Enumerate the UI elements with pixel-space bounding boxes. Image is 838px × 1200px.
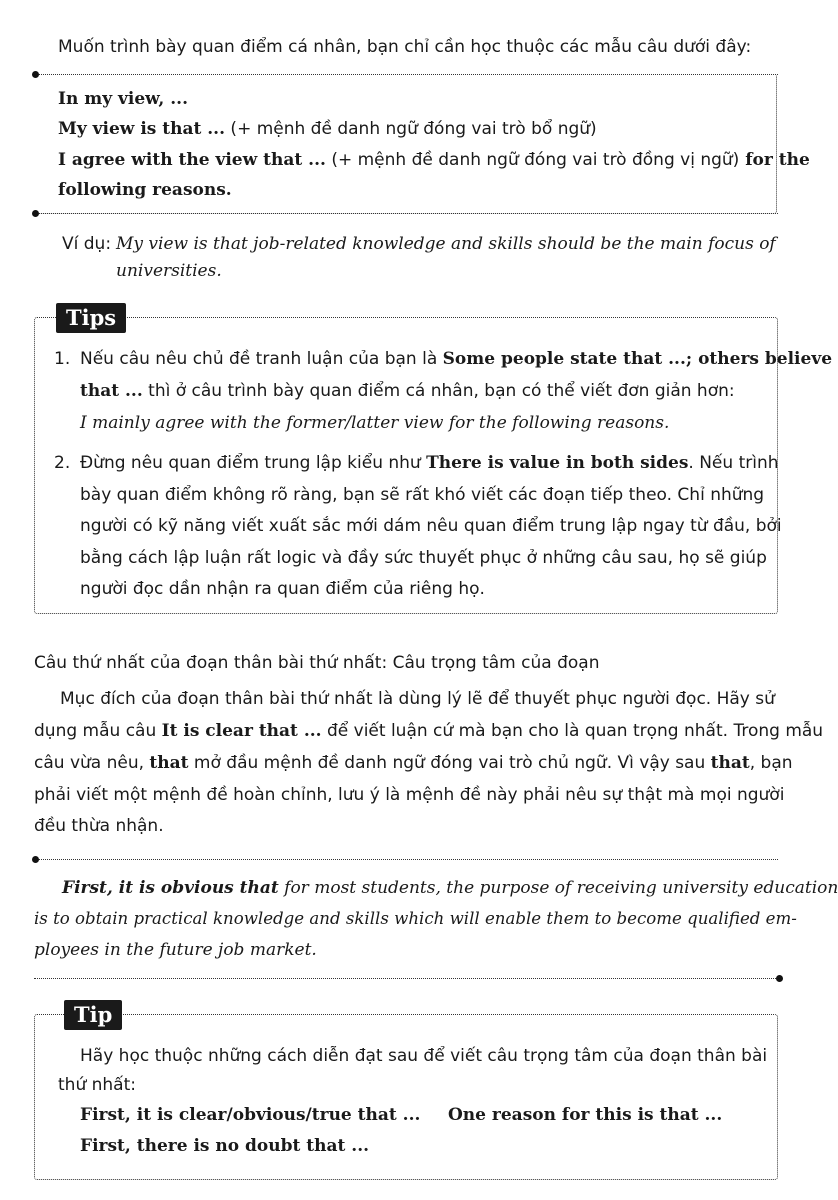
tip2-line-2: bày quan điểm không rõ ràng, bạn sẽ rất khó viết các đoạn tiếp theo. Chỉ những — [80, 485, 765, 505]
tip1-text: thì ở câu trình bày quan điểm cá nhân, bạn có thể viết đơn giản hơn: — [142, 381, 735, 401]
pattern-bold: I agree with the view that ... — [58, 150, 326, 170]
tip2-text: . Nếu trình — [688, 453, 779, 473]
tip-box-line-2: thứ nhất: — [58, 1075, 136, 1095]
paragraph-text: , bạn — [749, 753, 793, 773]
tip1-bold: that ... — [80, 381, 143, 401]
paragraph-bold: that — [710, 753, 750, 773]
pattern-following-reasons: following reasons. — [58, 180, 232, 200]
box1-bottom-bullet — [32, 210, 39, 217]
box1-bottom-rule — [36, 213, 778, 214]
example2-bottom-bullet — [776, 975, 783, 982]
example2-top-bullet — [32, 856, 39, 863]
pattern-bold: My view is that ... — [58, 119, 226, 139]
intro-text: Muốn trình bày quan điểm cá nhân, bạn chỉ cần học thuộc các mẫu câu dưới đây: — [58, 37, 752, 57]
example2-text: for most students, the purpose of receiving university education — [278, 878, 838, 898]
tip2-line-3: người có kỹ năng viết xuất sắc mới dám nêu quan điểm trung lập ngay từ đầu, bởi — [80, 516, 782, 536]
example2-line-1 — [62, 877, 838, 899]
section-heading: Câu thứ nhất của đoạn thân bài thứ nhất: Câu trọng tâm của đoạn — [34, 653, 600, 673]
tip1-text: Nếu câu nêu chủ đề tranh luận của bạn là — [80, 349, 443, 369]
tip1-line-2 — [80, 380, 735, 402]
phrase-one-reason: One reason for this is that ... — [448, 1105, 723, 1125]
tip-number-1: 1. — [54, 349, 71, 369]
pattern-note: (+ mệnh đề danh ngữ đóng vai trò bổ ngữ) — [225, 119, 597, 139]
paragraph-line-5: đều thừa nhận. — [34, 816, 164, 836]
example-label: Ví dụ: — [62, 234, 112, 254]
tip-number-2: 2. — [54, 453, 71, 473]
paragraph-bold: It is clear that ... — [161, 721, 322, 741]
paragraph-text: câu vừa nêu, — [34, 753, 150, 773]
paragraph-line-1: Mục đích của đoạn thân bài thứ nhất là dùng lý lẽ để thuyết phục người đọc. Hãy sử — [60, 689, 775, 709]
tip1-line-3: I mainly agree with the former/latter view for the following reasons. — [80, 413, 670, 433]
example-line-1: My view is that job-related knowledge and skills should be the main focus of — [116, 234, 776, 254]
pattern-note: (+ mệnh đề danh ngữ đóng vai trò đồng vị ngữ) — [325, 150, 740, 170]
pattern-bold: for the — [739, 150, 810, 170]
tip2-line-4: bằng cách lập luận rất logic và đầy sức thuyết phục ở những câu sau, họ sẽ giúp — [80, 548, 767, 568]
tip-label: Tip — [64, 1000, 122, 1030]
example2-bold: First, it is obvious that — [62, 878, 279, 898]
tip1-bold: Some people state that ...; others believe — [442, 349, 833, 369]
example-line-2: universities. — [116, 261, 222, 281]
phrase-first-it-is-clear: First, it is clear/obvious/true that ... — [80, 1105, 421, 1125]
tip1-line-1 — [80, 348, 832, 370]
paragraph-line-3 — [34, 752, 793, 774]
tip2-line-5: người đọc dần nhận ra quan điểm của riêng họ. — [80, 579, 485, 599]
paragraph-line-4: phải viết một mệnh đề hoàn chỉnh, lưu ý là mệnh đề này phải nêu sự thật mà mọi người — [34, 785, 785, 805]
tip2-bold: There is value in both sides — [426, 453, 689, 473]
pattern-i-agree — [58, 149, 810, 171]
tip2-line-1 — [80, 452, 779, 474]
tips-label: Tips — [56, 303, 126, 333]
tip2-text: Đừng nêu quan điểm trung lập kiểu như — [80, 453, 427, 473]
paragraph-line-2 — [34, 720, 823, 742]
example2-line-3: ployees in the future job market. — [34, 940, 317, 960]
paragraph-text: dụng mẫu câu — [34, 721, 162, 741]
example2-top-rule — [36, 859, 778, 860]
pattern-my-view-is-that — [58, 118, 597, 140]
phrase-no-doubt: First, there is no doubt that ... — [80, 1136, 370, 1156]
tip-box-line-1: Hãy học thuộc những cách diễn đạt sau để viết câu trọng tâm của đoạn thân bài — [80, 1046, 768, 1066]
pattern-in-my-view: In my view, ... — [58, 89, 189, 109]
paragraph-bold: that — [149, 753, 189, 773]
paragraph-text: để viết luận cứ mà bạn cho là quan trọng nhất. Trong mẫu — [321, 721, 824, 741]
example2-line-2: is to obtain practical knowledge and skills which will enable them to become qualified em- — [34, 909, 797, 928]
example2-bottom-rule — [34, 978, 778, 979]
paragraph-text: mở đầu mệnh đề danh ngữ đóng vai trò chủ ngữ. Vì vậy sau — [188, 753, 711, 773]
